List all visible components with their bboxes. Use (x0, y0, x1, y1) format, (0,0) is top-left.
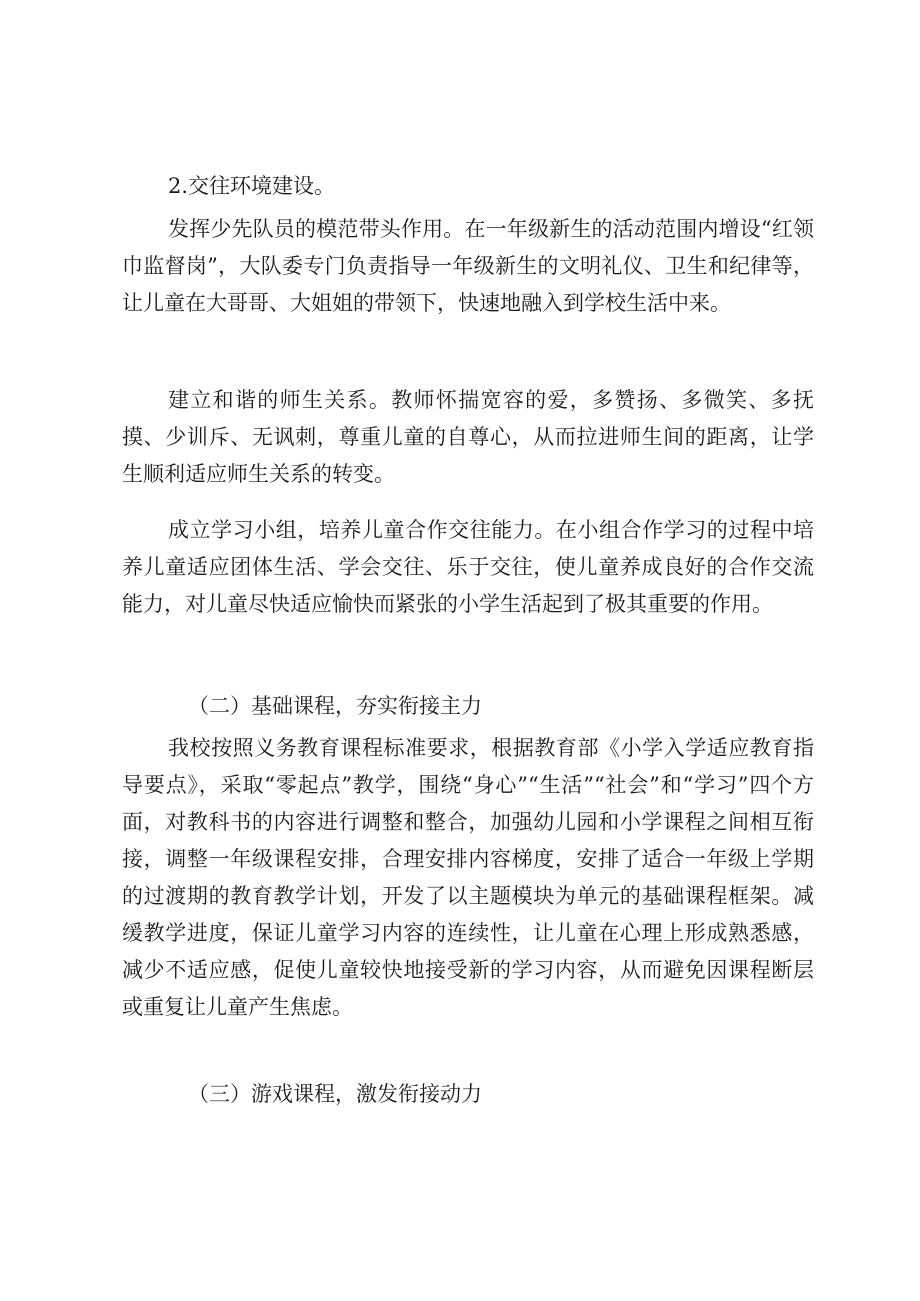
paragraph-teacher-student-relations: 建立和谐的师生关系。教师怀揣宽容的爱，多赞扬、多微笑、多抚摸、少训斥、无讽刺，尊重儿童的自尊心，从而拉进师生间的距离，让学生顺利适应师生关系的转变。 (122, 388, 814, 486)
paragraph-young-pioneers: 发挥少先队员的模范带头作用。在一年级新生的活动范围内增设“红领巾监督岗”，大队委专门负责指导一年级新生的文明礼仪、卫生和纪律等，让儿童在大哥哥、大姐姐的带领下，快速地融入到学校生活中来。 (122, 217, 814, 315)
subheading-communication-environment: 2.交往环境建设。 (168, 174, 336, 198)
paragraph-curriculum-adjustment: 我校按照义务教育课程标准要求，根据教育部《小学入学适应教育指导要点》，采取“零起点”教学，围绕“身心”“生活”“社会”和“学习”四个方面，对教科书的内容进行调整和整合，加强幼儿园和小学课程之间相互衔接，调整一年级课程安排，合理安排内容梯度，安排了适合一年级上学期的过渡期的教育教学计划，开发了以主题模块为单元的基础课程框架。减缓教学进度，保证儿童学习内容的连续性，让儿童在心理上形成熟悉感，减少不适应感，促使儿童较快地接受新的学习内容，从而避免因课程断层或重复让儿童产生焦虑。 (122, 736, 814, 1019)
paragraph-study-groups: 成立学习小组，培养儿童合作交往能力。在小组合作学习的过程中培养儿童适应团体生活、学会交往、乐于交往，使儿童养成良好的合作交流能力，对儿童尽快适应愉快而紧张的小学生活起到了极其重要的作用。 (122, 518, 814, 616)
section-heading-game-curriculum: （三）游戏课程，激发衔接动力 (188, 1082, 482, 1106)
section-heading-basic-curriculum: （二）基础课程，夯实衔接主力 (188, 694, 482, 718)
